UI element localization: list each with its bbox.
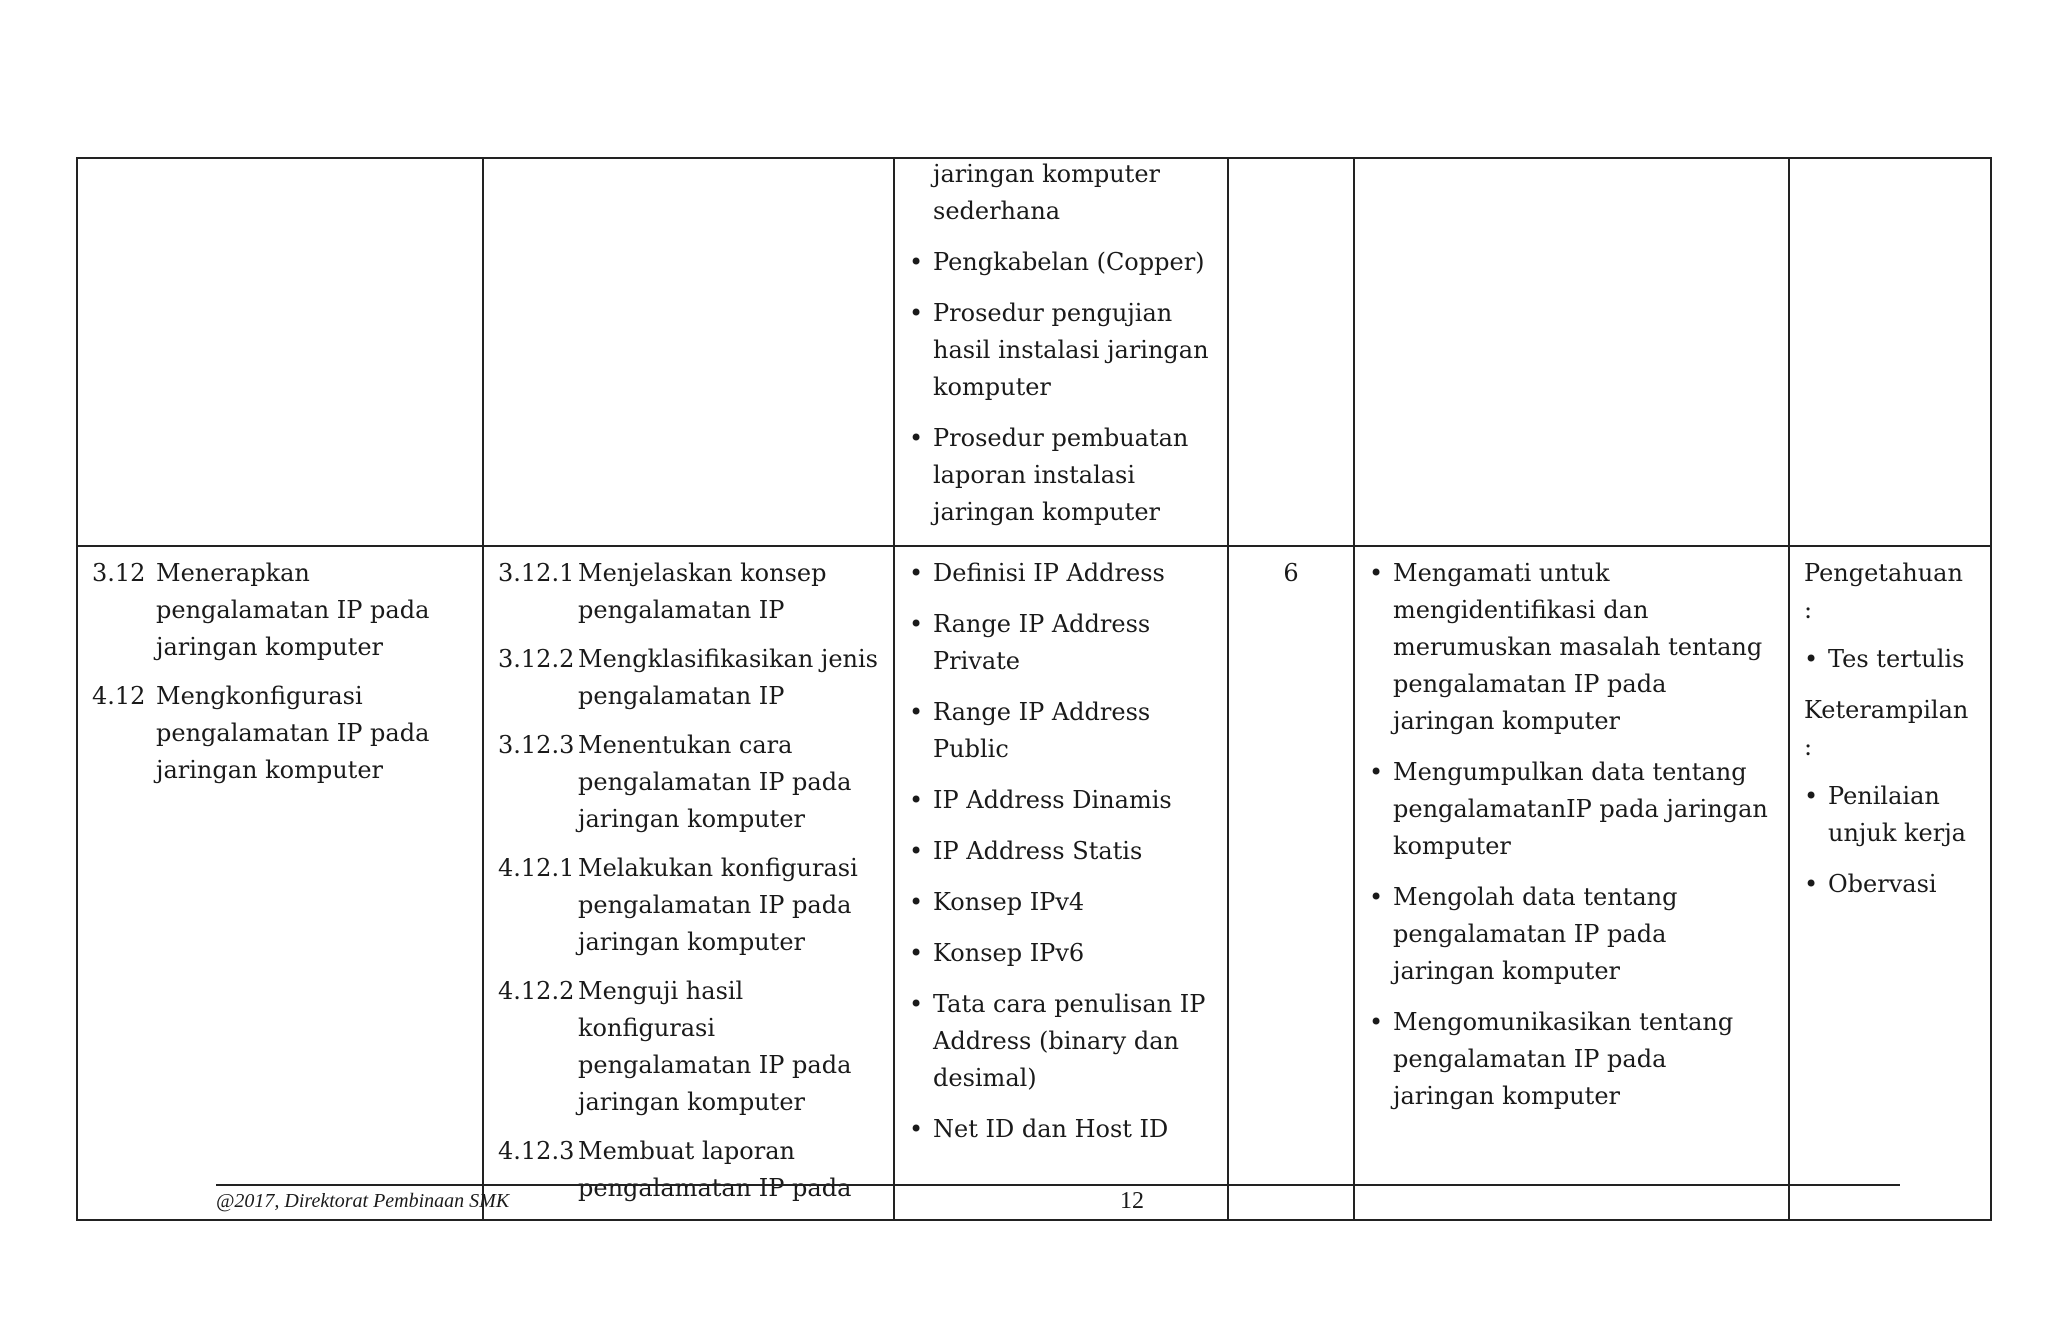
list-item: • Obervasi: [1804, 866, 1976, 903]
list-item: • Range IP Address Private: [909, 606, 1213, 680]
indikator-number: 4.12.1: [498, 854, 575, 882]
indikator-number: 3.12.3: [498, 731, 575, 759]
list-item: • Mengumpulkan data tentang pengalamatanIP pada jaringan komputer: [1369, 754, 1774, 865]
indikator-text: Mengklasifikasikan jenis pengalamatan IP: [578, 645, 878, 710]
footer-copyright: @2017, Direktorat Pembinaan SMK: [216, 1190, 510, 1212]
list-item: • Prosedur pengujian hasil instalasi jaringan komputer: [909, 295, 1213, 406]
keterampilan-label: Keterampilan :: [1804, 696, 1969, 761]
pengetahuan-label: Pengetahuan :: [1804, 559, 1963, 624]
materi-list: [909, 156, 1213, 531]
indikator-number: 3.12.1: [498, 559, 575, 587]
penilaian-cell: [1789, 546, 1991, 1220]
kegiatan-cell: [1354, 546, 1789, 1220]
list-item: • Range IP Address Public: [909, 694, 1213, 768]
footer-divider: [216, 1184, 1900, 1186]
indikator-cell: [483, 546, 894, 1220]
indikator-text: Menentukan cara pengalamatan IP pada jaringan komputer: [578, 731, 852, 833]
list-item: • Net ID dan Host ID: [909, 1111, 1213, 1148]
kompetensi-number: 3.12: [92, 559, 146, 587]
indikator-item: [498, 1133, 879, 1207]
table-row: [77, 158, 1991, 546]
indikator-text: Menjelaskan konsep pengalamatan IP: [578, 559, 827, 624]
indikator-item: [498, 641, 879, 715]
kegiatan-list: [1369, 555, 1774, 1115]
list-item: • Mengolah data tentang pengalamatan IP pada jaringan komputer: [1369, 879, 1774, 990]
jp-value: 6: [1283, 559, 1299, 587]
indikator-item: [498, 727, 879, 838]
list-item: • Tes tertulis: [1804, 641, 1976, 678]
indikator-number: 4.12.2: [498, 977, 575, 1005]
list-item: • Tata cara penulisan IP Address (binary dan desimal): [909, 986, 1213, 1097]
indikator-item: [498, 973, 879, 1121]
indikator-number: 4.12.3: [498, 1137, 575, 1165]
list-item: • Konsep IPv6: [909, 935, 1213, 972]
indikator-text: Melakukan konfigurasi pengalamatan IP pada jaringan komputer: [578, 854, 858, 956]
list-item: jaringan komputer sederhana: [933, 160, 1161, 225]
indikator-item: [498, 555, 879, 629]
penilaian-cell: [1789, 158, 1991, 546]
materi-cell: [894, 158, 1228, 546]
jp-cell: [1228, 546, 1354, 1220]
list-item: • Mengamati untuk mengidentifikasi dan merumuskan masalah tentang pengalamatan IP pada jaringan komputer: [1369, 555, 1774, 740]
list-item: • Penilaian unjuk kerja: [1804, 778, 1976, 852]
indikator-item: [498, 850, 879, 961]
kompetensi-text: Menerapkan pengalamatan IP pada jaringan komputer: [156, 559, 430, 661]
syllabus-table: [76, 157, 1992, 1221]
indikator-cell: [483, 158, 894, 546]
table-row: [77, 546, 1991, 1220]
list-item: • Pengkabelan (Copper): [909, 244, 1213, 281]
kompetensi-item: [92, 555, 468, 666]
keterampilan-list: [1804, 778, 1976, 903]
list-item: • Prosedur pembuatan laporan instalasi jaringan komputer: [909, 420, 1213, 531]
kompetensi-cell: [77, 158, 483, 546]
list-item: • IP Address Statis: [909, 833, 1213, 870]
kompetensi-cell: [77, 546, 483, 1220]
list-item: • IP Address Dinamis: [909, 782, 1213, 819]
page-number: 12: [1120, 1188, 1144, 1214]
kompetensi-text: Mengkonfigurasi pengalamatan IP pada jaringan komputer: [156, 682, 430, 784]
materi-cell: [894, 546, 1228, 1220]
indikator-text: Membuat laporan pengalamatan IP pada: [578, 1137, 852, 1202]
kegiatan-cell: [1354, 158, 1789, 546]
indikator-text: Menguji hasil konfigurasi pengalamatan IP pada jaringan komputer: [578, 977, 852, 1116]
indikator-number: 3.12.2: [498, 645, 575, 673]
list-item: • Mengomunikasikan tentang pengalamatan IP pada jaringan komputer: [1369, 1004, 1774, 1115]
jp-cell: [1228, 158, 1354, 546]
pengetahuan-list: [1804, 641, 1976, 678]
materi-list: [909, 555, 1213, 1148]
list-item: • Definisi IP Address: [909, 555, 1213, 592]
kompetensi-item: [92, 678, 468, 789]
kompetensi-number: 4.12: [92, 682, 146, 710]
list-item: • Konsep IPv4: [909, 884, 1213, 921]
